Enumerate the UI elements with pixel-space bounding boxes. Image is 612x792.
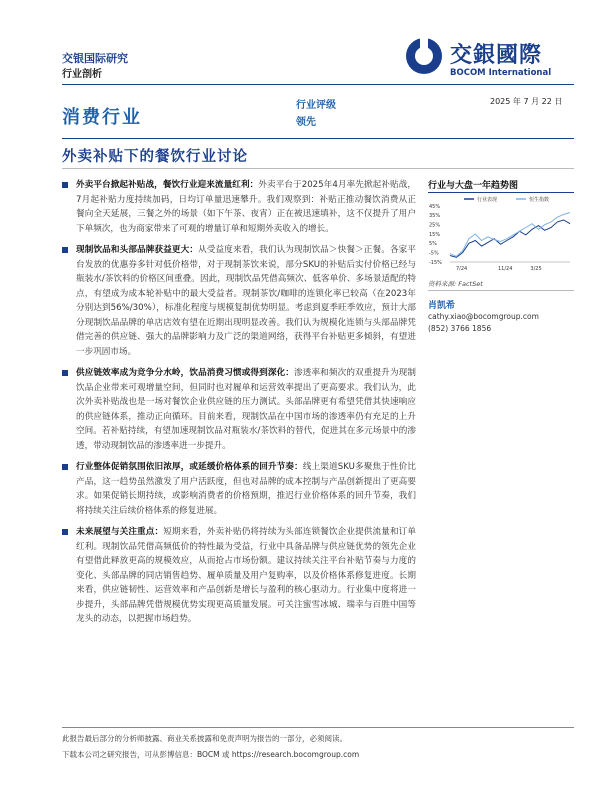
- bullet-square-icon: [62, 182, 68, 188]
- bullet-text: 从受益度来看，我们认为现制饮品＞快餐＞正餐。各家平台发放的优惠券多针对低价格带，对于现制茶饮来说，部分SKU的补贴后实付价格已经与瓶装水/茶饮料的价格区间重叠。因此，现制饮品凭借高频次、低客单价、多场景适配的特点，有望成为成本轮补贴中的最大受益者。现制茶饮/咖啡的连锁化率已较高（在2023年分别达到56%/30%），标准化程度与规模复制优势明显。考虑到夏季旺季效应，预计大部分现制饮品品牌的单店店效有望在近期出现明显改善。我们认为规模化连锁与头部品牌凭借完善的供应链、强大的品牌影响力及广泛的渠道网络，获得平台补贴更多倾斜，有望进一步巩固市场。: [76, 245, 416, 357]
- series-line: [450, 213, 570, 257]
- bullet-point: [62, 243, 416, 359]
- disclaimer-note: 此报告最后部分的分析师披露、商业关系披露和免责声明为报告的一部分，必须阅读。: [62, 734, 347, 743]
- bullet-lead: 行业整体促销氛围依旧浓厚，或延缓价格体系的回升节奏：: [76, 462, 303, 472]
- y-tick-label: 25%: [429, 222, 441, 229]
- logo-english-text: BOCOM International: [450, 68, 552, 78]
- rating-value: 领先: [296, 117, 316, 128]
- y-tick-label: 5%: [429, 241, 437, 248]
- meta-divider: [62, 138, 574, 139]
- footer-divider: [62, 727, 574, 728]
- analyst-phone: (852) 3766 1856: [428, 324, 492, 333]
- summary-bullets: [62, 178, 416, 634]
- x-tick-label: 7/24: [456, 266, 468, 272]
- chart-title-divider: [428, 192, 574, 193]
- chart-source: 资料来源: FactSet: [428, 280, 483, 288]
- industry-name: 消费行业: [62, 107, 142, 128]
- bullet-point: [62, 525, 416, 627]
- logo-chinese-text: 交銀國際: [450, 43, 543, 68]
- bullet-point: [62, 460, 416, 518]
- y-tick-label: -5%: [429, 250, 439, 257]
- bullet-point: [62, 366, 416, 453]
- bocom-logo: [404, 36, 574, 84]
- x-tick-label: 3/25: [530, 266, 542, 272]
- report-date: 2025 年 7 月 22 日: [490, 97, 563, 106]
- bullet-text: 外卖平台于2025年4月率先掀起补贴战，7月起补贴力度持续加码，日均订单量迅速攀升。我们观察到：补贴正推动餐饮消费从正餐向全天延展，三餐之外的场景（如下午茶、夜宵）正在被迅速填补，这不仅提升了用户下单频次，也为商家带来了可观的增量订单和短期外卖收入的增长。: [76, 180, 416, 234]
- bullet-point: [62, 178, 416, 236]
- bullet-text: 线上渠道SKU多聚焦于性价比产品，这一趋势虽然激发了用户活跃度，但也对品牌的成本控制与产品创新提出了更高要求。如果促销长期持续，或影响消费者的价格预期，推迟行业价格体系的回升节奏，我们将持续关注后续价格体系的修复进展。: [76, 462, 416, 516]
- report-title: 外卖补贴下的餐饮行业讨论: [62, 149, 248, 165]
- title-divider: [62, 168, 574, 169]
- bullet-square-icon: [62, 464, 68, 470]
- logo-mark-icon: [404, 36, 444, 76]
- bullet-lead: 外卖平台掀起补贴战，餐饮行业迎来流量红利：: [76, 180, 259, 190]
- y-tick-label: 45%: [429, 203, 441, 210]
- bullet-text: 渗透率和频次的双重提升为现制饮品企业带来可观增量空间，但同时也对履单和运营效率提出了更高要求。我们认为，此次外卖补贴战也是一场对餐饮企业供应链的压力测试。头部品牌更有希望凭借其快速响应的供应链体系，推动正向循环。目前来看，现制饮品在中国市场的渗透率仍有充足的上升空间。若补贴持续，有望加速现制饮品对瓶装水/茶饮料的替代，促进其在多元场景中的渗透，带动现制饮品的渗透率进一步提升。: [76, 368, 416, 451]
- bullet-text: 短期来看，外卖补贴仍将持续为头部连锁餐饮企业提供流量和订单红利。现制饮品凭借高频低价的特性最为受益，行业中具备品牌与供应链优势的领先企业有望借此释放更高的规模效应，从而抢占市场份额。建议持续关注平台补贴节奏与力度的变化、头部品牌的同店销售趋势、履单质量及用户复购率，以及价格体系修复进度。长期来看，供应链韧性、运营效率和产品创新是增长与盈利的核心驱动力。行业集中度将进一步提升，头部品牌凭借规模优势实现更高质量发展。可关注蜜雪冰城、瑞幸与百胜中国等龙头的动态，以把握市场趋势。: [76, 527, 416, 624]
- analyst-email: cathy.xiao@bocomgroup.com: [428, 312, 539, 321]
- header-divider: [62, 84, 574, 85]
- series-line: [450, 220, 570, 257]
- bullet-square-icon: [62, 529, 68, 535]
- y-tick-label: 35%: [429, 213, 441, 220]
- download-note: 下载本公司之研究报告，可从彭博信息：BOCM 或 https://research.bocomgroup.com: [62, 750, 360, 759]
- bullet-lead: 现制饮品和头部品牌获益更大：: [76, 245, 199, 255]
- bullet-square-icon: [62, 370, 68, 376]
- bullet-lead: 供应链效率成为竞争分水岭，饮品消费习惯或得到深化：: [76, 368, 295, 378]
- bullet-square-icon: [62, 247, 68, 253]
- analyst-name: 肖凯希: [428, 301, 456, 311]
- sidebar-divider: [428, 290, 574, 291]
- legend-label: 恒生指数: [529, 197, 550, 203]
- chart-title: 行业与大盘一年趋势图: [428, 181, 519, 191]
- x-tick-label: 11/24: [498, 266, 513, 272]
- y-tick-label: -15%: [429, 259, 442, 266]
- y-tick-label: 15%: [429, 231, 441, 238]
- bullet-lead: 未来展望与关注重点：: [76, 527, 164, 537]
- legend-label: 行业表现: [477, 197, 498, 203]
- trend-chart: [428, 194, 574, 274]
- report-type: 行业剖析: [62, 69, 102, 80]
- rating-label: 行业评级: [296, 100, 336, 111]
- brand-name: 交银国际研究: [62, 52, 128, 65]
